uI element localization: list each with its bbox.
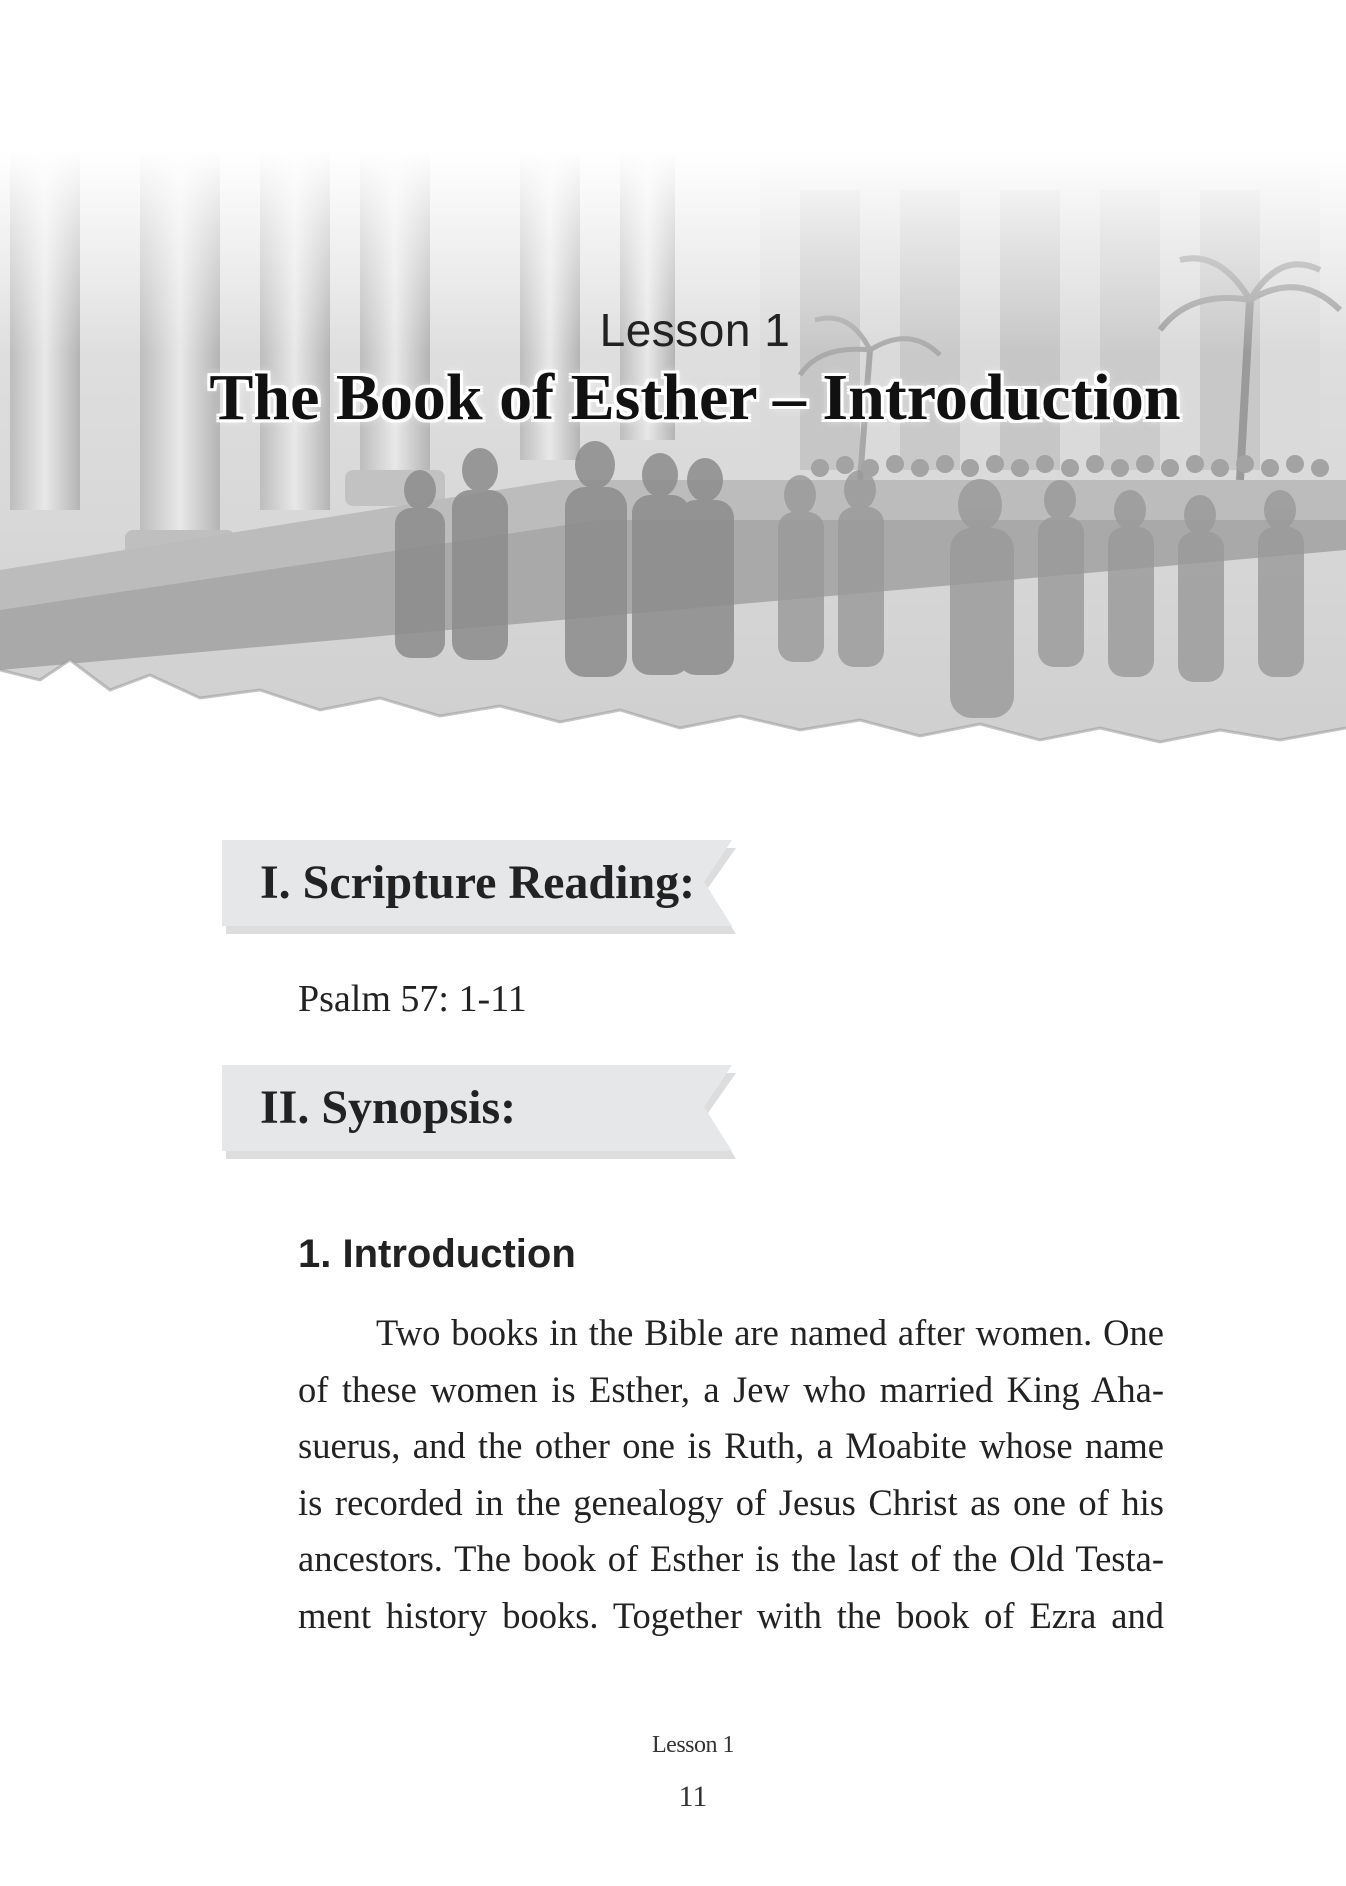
section-heading-text: I. Scripture Reading: — [260, 856, 696, 909]
paragraph-line: is recorded in the genealogy of Jesus Christ as one of his — [298, 1481, 1164, 1523]
scripture-reference: Psalm 57: 1-11 — [298, 978, 527, 1020]
footer-lesson-label: Lesson 1 — [652, 1732, 734, 1758]
subsection-heading: 1. Introduction — [298, 1232, 576, 1276]
page-number: 11 — [678, 1780, 708, 1813]
body-paragraph — [298, 1305, 1164, 1644]
paragraph-line: Two books in the Bible are named after women. One — [376, 1312, 1164, 1353]
paragraph-line: suerus, and the other one is Ruth, a Moabite whose name — [298, 1425, 1164, 1466]
paragraph-line: ancestors. The book of Esther is the last of the Old Testa- — [298, 1538, 1164, 1579]
section-heading-text: II. Synopsis: — [260, 1081, 517, 1134]
page-title: The Book of Esther – Introduction — [209, 361, 1181, 434]
paragraph-line: ment history books. Together with the book of Ezra and — [298, 1594, 1164, 1636]
lesson-header — [0, 302, 1346, 438]
section-heading-synopsis — [222, 1065, 738, 1151]
section-heading-scripture — [222, 840, 738, 926]
header-illustration — [0, 150, 1346, 830]
lesson-label: Lesson 1 — [599, 304, 791, 356]
paragraph-line: of these women is Esther, a Jew who married King Aha- — [298, 1368, 1164, 1410]
